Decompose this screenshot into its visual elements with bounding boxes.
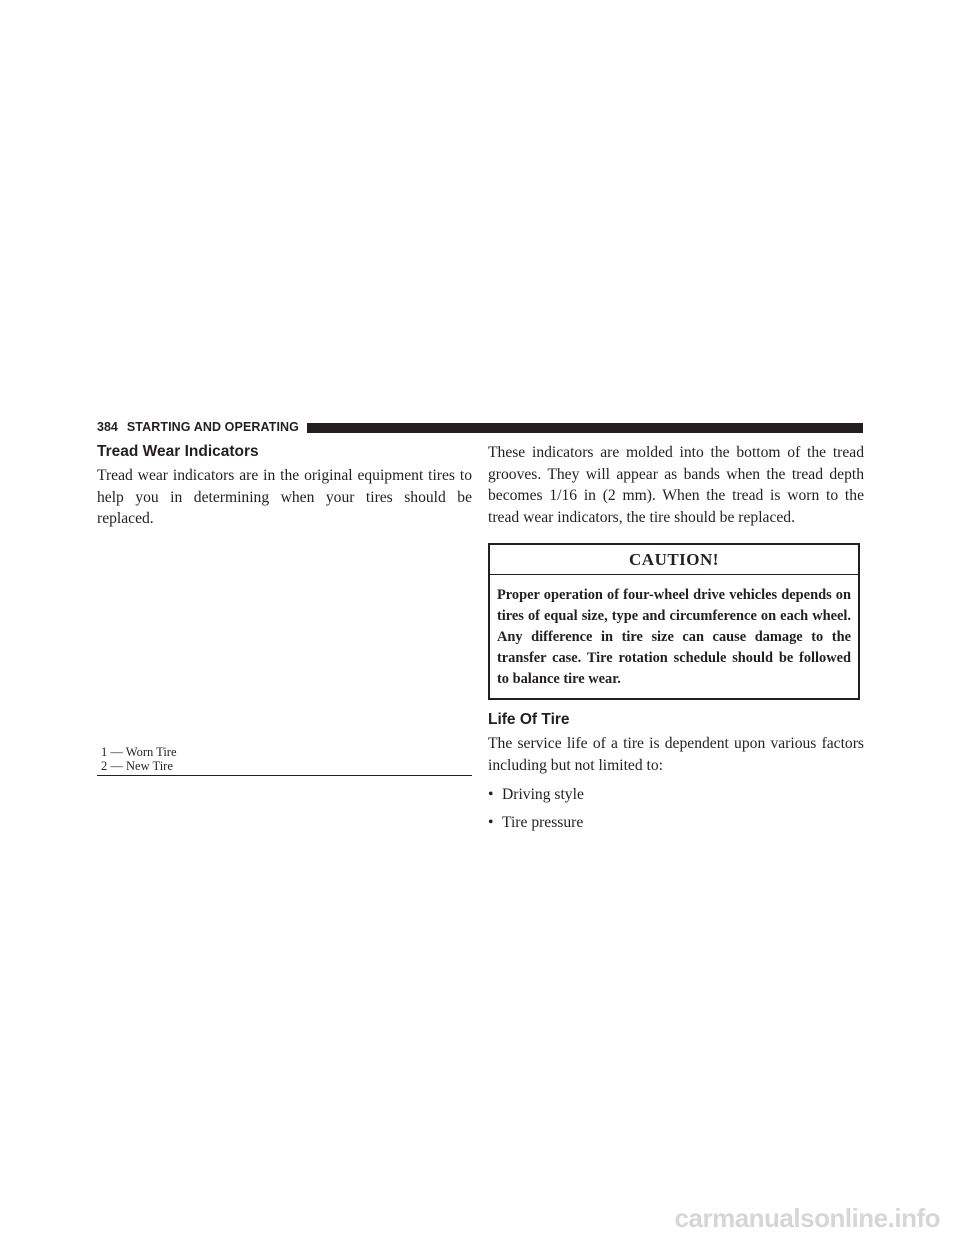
page-number: 384 (97, 420, 118, 434)
list-item (488, 784, 864, 806)
section-title: STARTING AND OPERATING (126, 420, 299, 434)
caution-text: Proper operation of four-wheel drive vehicles depends on tires of equal size, type and circumference on each wheel. Any difference in tire size can cause damage to the transfer case. Tire rotation schedule should be followed to balance tire wear. (497, 587, 851, 687)
indicators-paragraph: These indicators are molded into the bottom of the tread grooves. They will appear as bands when the tread depth becomes 1/16 in (2 mm). When the tread is worn to the tread wear indicators, the tire should be replaced. (488, 444, 864, 526)
figure-caption (97, 746, 472, 776)
tread-wear-paragraph: Tread wear indicators are in the original equipment tires to help you in determining when your tires should be replaced. (97, 467, 472, 527)
list-item-text: Driving style (502, 786, 584, 803)
figure-placeholder (97, 530, 472, 740)
left-column (97, 442, 472, 530)
tread-wear-heading: Tread Wear Indicators (97, 443, 259, 460)
watermark: carmanualsonline.info (674, 1203, 940, 1233)
life-of-tire-heading: Life Of Tire (488, 711, 570, 728)
factor-list (488, 784, 864, 833)
caution-box (488, 543, 860, 700)
caption-item-new: 2 — New Tire (101, 758, 173, 773)
life-of-tire-paragraph: The service life of a tire is dependent upon various factors including but not limited to: (488, 735, 864, 774)
list-item (488, 812, 864, 834)
bullet-icon: • (488, 813, 494, 831)
bullet-icon: • (488, 786, 494, 803)
caption-item-worn: 1 — Worn Tire (101, 745, 177, 759)
right-column (488, 442, 864, 839)
page-header (97, 418, 863, 436)
life-of-tire-section (488, 710, 864, 833)
caution-title: CAUTION! (490, 545, 858, 575)
list-item-text: Tire pressure (502, 813, 584, 831)
header-rule (307, 423, 863, 433)
